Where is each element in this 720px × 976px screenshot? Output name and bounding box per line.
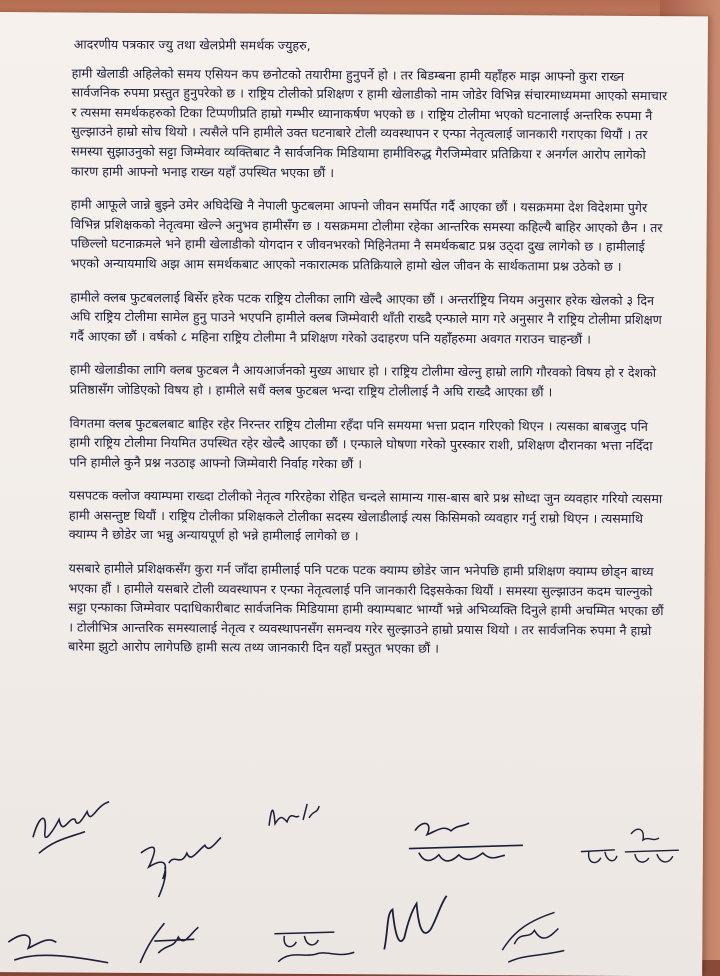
salutation: आदरणीय पत्रकार ज्यु तथा खेलप्रेमी समर्थक ज्युहरु, — [73, 36, 311, 53]
paragraph-1: हामी खेलाडी अहिलेको समय एसियन कप छनोटको तयारीमा हुनुपर्ने हो । तर बिडम्बना हामी यहाँहरु माझ आफ्नो कुरा राख्न सार्वजनिक रुपमा प्रस्तुत हुनुपरेको छ । राष्ट्रिय टोलीको प्रशिक्षण र हामी खेलाडीको नाम जोडेर विभिन्न संचारमाध्यममा आएको समाचार र त्यसमा समर्थकहरुको टिका टिप्पणीप्रति हाम्रो गम्भीर ध्यानाकर्षण भएको छ । राष्ट्रिय टोलीमा भएको घटनालाई अन्तरिक रुपमा नै सुल्झाउने हाम्रो सोच थियो । त्यसैले पनि हामीले उक्त घटनाबारे टोली व्यवस्थापन र एन्फा नेतृत्वलाई जानकारी गराएका थियौं । तर समस्या सुझाउनुको सट्टा जिम्मेवार व्यक्तिबाट नै सार्वजनिक मिडियामा हामीविरुद्ध गैरजिम्मेवार प्रतिक्रिया र अनर्गल आरोप लागेको कारण हामी आफ्नो भनाइ राख्न यहाँ उपस्थित भएका छौं । — [70, 65, 668, 180]
signature-5 — [575, 816, 685, 877]
signatures-area — [0, 792, 703, 976]
signature-6 — [4, 922, 114, 973]
signature-3 — [263, 796, 323, 836]
signature-10 — [494, 900, 574, 970]
signature-9 — [374, 889, 464, 970]
signature-7 — [134, 913, 214, 973]
signature-1 — [25, 797, 115, 868]
letter-body — [68, 35, 672, 675]
paragraph-5: विगतमा क्लब फुटबलबाट बाहिर रहेर निरन्तर राष्ट्रिय टोलीमा रहँदा पनि समयमा भत्ता प्रदान गरिएको थिएन । त्यसका बाबजुद पनि हामी राष्ट्रिय टोलीमा नियमित उपस्थित रहेर खेल्दै आएका छौं । एन्फाले घोषणा गरेको पुरस्कार राशी, प्रशिक्षण दौरानका भत्ता नदिँदा पनि हामीले कुनै प्रश्न नउठाइ आफ्नो जिम्मेवारी निर्वाह गरेका छौं । — [69, 414, 653, 471]
signature-4 — [405, 805, 525, 876]
signature-2 — [135, 823, 225, 904]
paragraph-7: यसबारे हामीले प्रशिक्षकसँग कुरा गर्न जाँदा हामीलाई पनि पटक पटक क्याम्प छोडेर जान भनेपछि हामी प्रशिक्षण क्याम्प छोड्न बाध्य भएका हौं । हामीले यसबारे टोली व्यवस्थापन र एन्फा नेतृत्वलाई पनि जानकारी दिइसकेका थियौं । समस्या सुल्झाउन कदम चाल्नुको सट्टा एन्फाका जिम्मेवार पदाधिकारीबाट सार्वजनिक मिडियामा हामी क्याम्पबाट भाग्यौं भन्ने अभिव्यक्ति दिनुले हामी अचम्मित भएका छौं । टोलीभित्र आन्तरिक समस्यालाई नेतृत्व र व्यवस्थापनसँग समन्वय गरेर सुल्झाउने हाम्रो प्रयास थियो । तर सार्वजनिक रुपमा नै हाम्रो बारेमा झुटो आरोप लागेपछि हामी सत्य तथ्य जानकारी दिन यहाँ प्रस्तुत भएका छौं । — [68, 560, 664, 657]
letter-sheet — [0, 12, 708, 976]
signature-8 — [264, 914, 364, 975]
paragraph-2: हामी आफूले जान्ने बुझ्ने उमेर अघिदेखि नै नेपाली फुटबलमा आफ्नो जीवन समर्पित गर्दै आएका छौं । यसक्रममा देश विदेशमा पुगेर विभिन्न प्रशिक्षकको नेतृत्वमा खेल्ने अनुभव हामीसँग छ । यसक्रममा टोलीमा रहेका आन्तरिक समस्या कहिल्यै बाहिर आएको छैन । तर पछिल्लो घटनाक्रमले भने हामी खेलाडीको योगदान र जीवनभरको मिहिनेतमा नै समर्थकबाट प्रश्न उठ्दा दुख लागेको छ । हामीलाई भएको अन्यायमाथि अझ आम समर्थकबाट आएको नकारात्मक प्रतिक्रियाले हामो खेल जीवन के सार्थकतामा प्रश्न उठेको छ । — [70, 196, 663, 274]
paragraph-6: यसपटक क्लोज क्याम्पमा राख्दा टोलीको नेतृत्व गरिरहेका रोहित चन्दले सामान्य गास-बास बारे प्रश्न सोध्दा जुन व्यवहार गरियो त्यसमा हामी असन्तुष्ट थियौं । राष्ट्रिय टोलीका प्रशिक्षकले टोलीका सदस्य खेलाडीलाई त्यस किसिमको व्यवहार गर्नु राम्रो थिएन । त्यसमाथि क्याम्प नै छोडेर जा भन्नु अन्यायपूर्ण हो भन्ने हामीलाई लागेको छ । — [68, 487, 663, 544]
paragraph-4: हामी खेलाडीका लागि क्लब फुटबल नै आयआर्जनको मुख्य आधार हो । राष्ट्रिय टोलीमा खेल्नु हाम्रो लागि गौरवको विषय हो र देशको प्रतिष्ठासँग जोडिएको विषय हो । हामीले सधैं क्लब फुटबल भन्दा राष्ट्रिय टोलीलाई नै अघि राख्दै आएका छौं । — [69, 361, 657, 400]
paragraph-3: हामीले क्लब फुटबललाई बिर्सेर हरेक पटक राष्ट्रिय टोलीका लागि खेल्दै आएका छौं । अन्तर्राष्ट्रिय नियम अनुसार हरेक खेलको ३ दिन अघि राष्ट्रिय टोलीमा सामेल हुनु पाउने भएपनि हामीले क्लब जिम्मेवारी थाँती राख्दै एन्फाले माग गरे अनुसार नै राष्ट्रिय टोलीमा प्रशिक्षण गर्दै आएका छौं । वर्षको ८ महिना राष्ट्रिय टोलीमा नै प्रशिक्षण गरेको उदाहरण पनि यहाँहरुमा अवगत गराउन चाहन्छौं । — [69, 289, 662, 347]
